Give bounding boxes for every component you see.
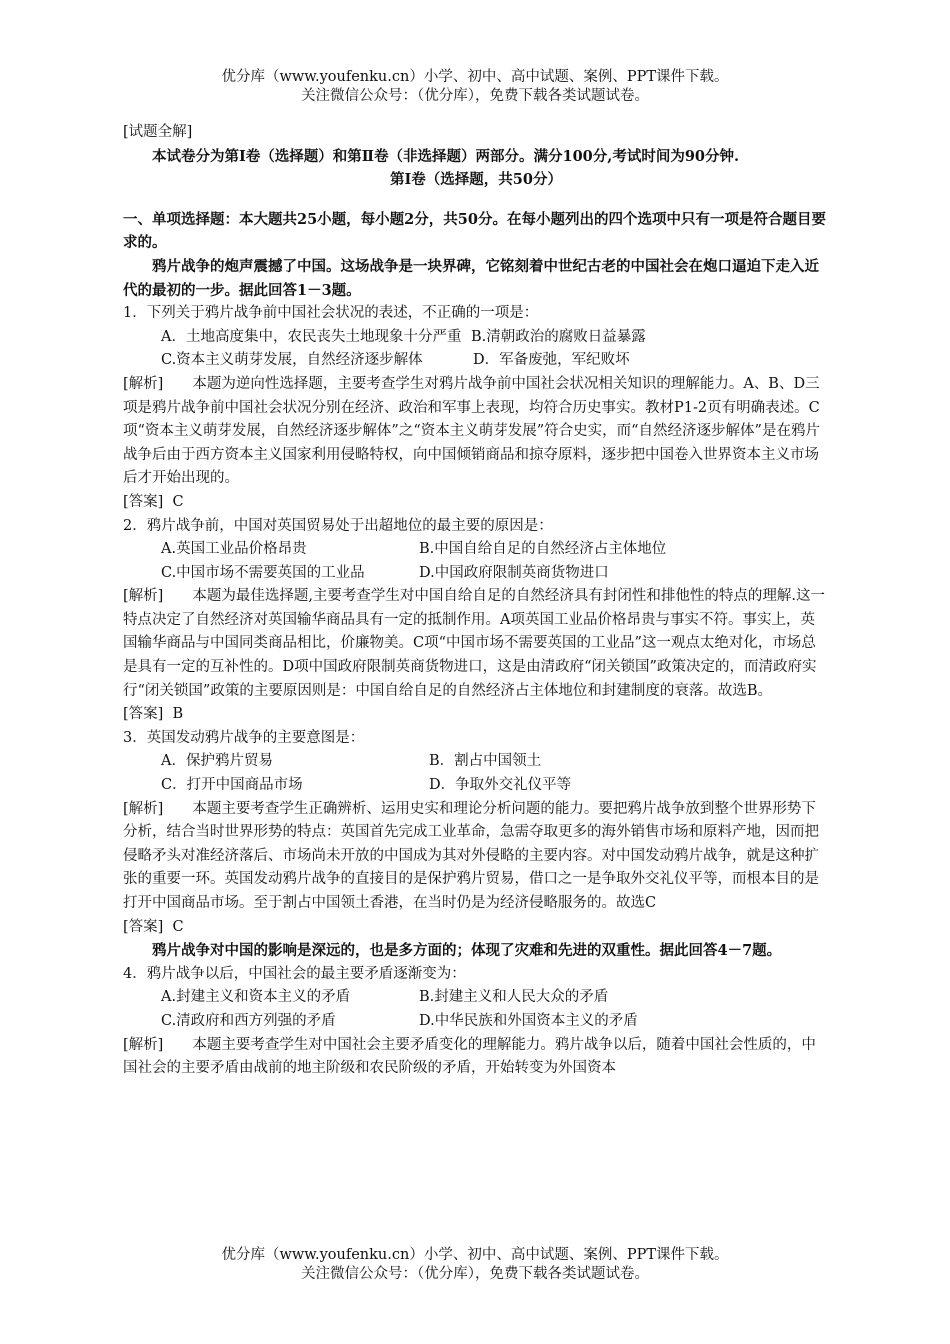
- q1-option-a: A．土地高度集中，农民丧失土地现象十分严重: [161, 328, 462, 345]
- q2-answer: [123, 703, 829, 727]
- q1-option-c: C.资本主义萌芽发展，自然经济逐步解体: [161, 352, 423, 369]
- document-body: [123, 121, 829, 1081]
- q3-analysis-label: [解析]: [123, 800, 164, 817]
- q3-answer-value: C: [172, 918, 184, 935]
- part-title: 第Ⅰ卷（选择题，共50分）: [390, 171, 562, 189]
- footer-line-2: 关注微信公众号：（优分库），免费下载各类试题试卷。: [301, 1266, 649, 1282]
- q2-answer-value: B: [172, 706, 184, 723]
- q1-option-d: D．军备废弛，军纪败坏: [473, 352, 630, 369]
- q4-analysis-text: 本题主要考查学生对中国社会主要矛盾变化的理解能力。鸦片战争以后，随着中国社会性质的，中国社会的主要矛盾由战前的地主阶级和农民阶级的矛盾，开始转变为外国资本: [123, 1036, 816, 1077]
- section-heading: 一、单项选择题：本大题共25小题，每小题2分，共50分。在每小题列出的四个选项中只有一项是符合题目要求的。: [123, 210, 826, 252]
- q2-analysis-label: [解析]: [123, 588, 164, 605]
- q1-stem: 1．下列关于鸦片战争前中国社会状况的表述，不正确的一项是：: [123, 305, 539, 322]
- q3-option-d: D．争取外交礼仪平等: [429, 777, 572, 794]
- exam-intro: 本试卷分为第Ⅰ卷（选择题）和第Ⅱ卷（非选择题）两部分。满分100分,考试时间为90分钟.: [152, 147, 740, 165]
- q1-analysis-text: 本题为逆向性选择题，主要考查学生对鸦片战争前中国社会状况相关知识的理解能力。A、B、D三项是鸦片战争前中国社会状况分别在经济、政治和军事上表现，均符合历史事实。教材P1-2页有明确表述。C项“资本主义萌芽发展，自然经济逐步解体”之“资本主义萌芽发展”符合史实，而“自然经济逐步解体”是在鸦片战争后由于西方资本主义国家利用侵略特权，向中国倾销商品和掠夺原料，逐步把中国卷入世界资本主义市场后才开始出现的。: [123, 375, 820, 487]
- q4-option-c: C.清政府和西方列强的矛盾: [161, 1012, 336, 1029]
- q4-stem: 4．鸦片战争以后，中国社会的最主要矛盾逐渐变为：: [123, 965, 466, 982]
- q3-analysis-text: 本题主要考查学生正确辨析、运用史实和理论分析问题的能力。要把鸦片战争放到整个世界形势下分析，结合当时世界形势的特点：英国首先完成工业革命，急需夺取更多的海外销售市场和原料产地，因而把侵略矛头对准经济落后、市场尚未开放的中国成为其对外侵略的主要内容。对中国发动鸦片战争，就是这种扩张的重要一环。英国发动鸦片战争的直接目的是保护鸦片贸易，借口之一是争取外交礼仪平等，而根本目的是打开中国商品市场。至于割占中国领土香港，在当时仍是为经济侵略服务的。故选C: [123, 800, 819, 911]
- q3-option-b: B．割占中国领土: [429, 753, 542, 770]
- q1-analysis-label: [解析]: [123, 375, 164, 392]
- q3-options-row-2: [123, 774, 829, 798]
- q2-option-b: B.中国自给自足的自然经济占主体地位: [419, 541, 667, 558]
- header-line-2: 关注微信公众号：（优分库），免费下载各类试题试卷。: [301, 88, 649, 104]
- page-footer: [0, 1246, 950, 1284]
- q4-option-a: A.封建主义和资本主义的矛盾: [161, 989, 351, 1006]
- q4-option-b: B.封建主义和人民大众的矛盾: [419, 989, 609, 1006]
- q1-options-row-1: [123, 326, 829, 350]
- section-tag: [试题全解]: [123, 124, 193, 140]
- footer-line-1: 优分库（www.youfenku.cn）小学、初中、高中试题、案例、PPT课件下载。: [221, 1247, 729, 1263]
- q2-option-c: C.中国市场不需要英国的工业品: [161, 564, 365, 581]
- q3-option-a: A．保护鸦片贸易: [161, 753, 273, 770]
- q4-options-row-1: [123, 986, 829, 1010]
- q2-analysis: [123, 585, 829, 703]
- q3-stem: 3．英国发动鸦片战争的主要意图是：: [123, 729, 365, 746]
- q1-answer-label: [答案]: [123, 493, 164, 510]
- q3-option-c: C．打开中国商品市场: [161, 777, 303, 794]
- q2-analysis-text: 本题为最佳选择题,主要考查学生对中国自给自足的自然经济具有封闭性和排他性的特点的理解.这一特点决定了自然经济对英国输华商品具有一定的抵制作用。A项英国工业品价格昂贵与事实不符。事实上，英国输华商品与中国同类商品相比，价廉物美。C项“中国市场不需要英国的工业品”这一观点太绝对化，市场总是具有一定的互补性的。D项中国政府限制英商货物进口，这是由清政府“闭关锁国”政策决定的，而清政府实行“闭关锁国”政策的主要原因则是：中国自给自足的自然经济占主体地位和封建制度的衰落。故选B。: [123, 588, 826, 699]
- q2-answer-label: [答案]: [123, 706, 164, 723]
- q1-answer: [123, 491, 829, 515]
- q1-options-row-2: [123, 349, 829, 373]
- q1-analysis: [123, 373, 829, 491]
- q2-option-d: D.中国政府限制英商货物进口: [419, 564, 609, 581]
- q3-options-row-1: [123, 750, 829, 774]
- q4-analysis-label: [解析]: [123, 1036, 164, 1053]
- spacer: [123, 192, 829, 208]
- page-header: [0, 68, 950, 106]
- q3-answer-label: [答案]: [123, 918, 164, 935]
- header-line-1: 优分库（www.youfenku.cn）小学、初中、高中试题、案例、PPT课件下载。: [221, 69, 729, 85]
- q4-analysis: [123, 1034, 829, 1081]
- q4-option-d: D.中华民族和外国资本主义的矛盾: [419, 1012, 638, 1029]
- q2-stem: 2．鸦片战争前，中国对英国贸易处于出超地位的最主要的原因是：: [123, 517, 553, 534]
- q4-options-row-2: [123, 1010, 829, 1034]
- q1-answer-value: C: [172, 493, 184, 510]
- group-1-stem: 鸦片战争的炮声震撼了中国。这场战争是一块界碑，它铭刻着中世纪古老的中国社会在炮口逼迫下走入近代的最初的一步。据此回答1－3题。: [123, 257, 819, 299]
- q1-option-b: B.清朝政治的腐败日益暴露: [471, 328, 646, 345]
- group-2-stem: 鸦片战争对中国的影响是深远的，也是多方面的；体现了灾难和先进的双重性。据此回答4－7题。: [152, 942, 782, 960]
- q3-answer: [123, 916, 829, 940]
- q2-options-row-1: [123, 538, 829, 562]
- q2-options-row-2: [123, 562, 829, 586]
- q2-option-a: A.英国工业品价格昂贵: [161, 541, 307, 558]
- q3-analysis: [123, 798, 829, 916]
